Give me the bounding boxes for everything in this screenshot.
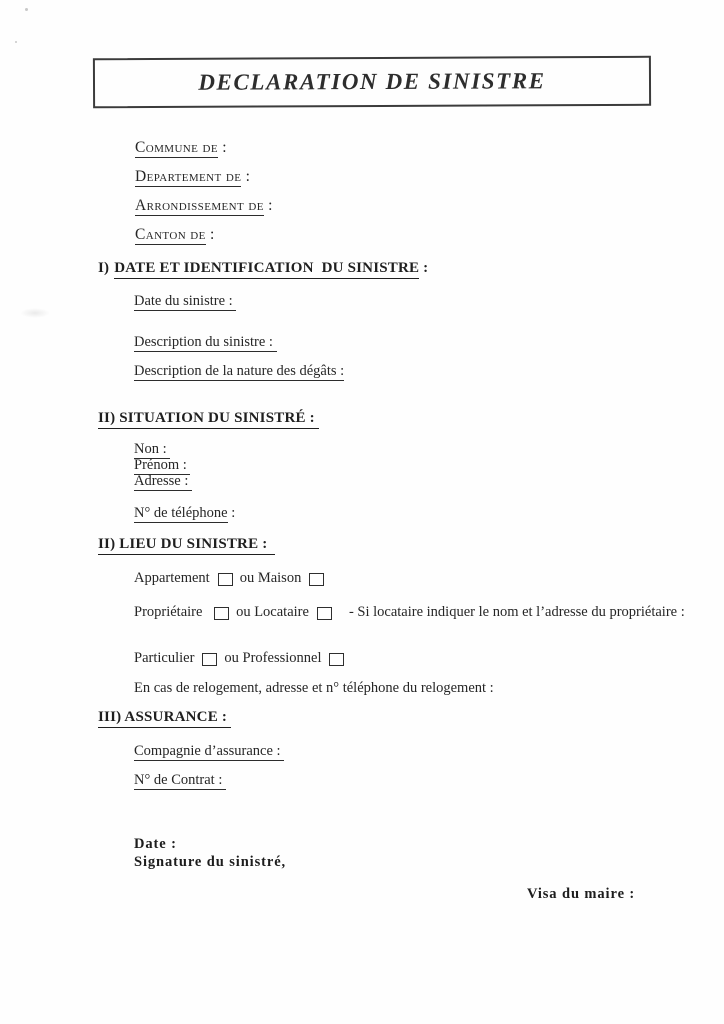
scan-smudge [20,308,50,318]
field-arrondissement: Arrondissement de : [135,197,273,214]
field-numero-contrat: N° de Contrat : [134,772,226,788]
section1-heading-text: DATE ET IDENTIFICATION DU SINISTRE [114,260,419,279]
field-departement: Departement de : [135,168,251,185]
footer-date-label: Date : [134,836,177,852]
maison-checkbox[interactable] [309,573,324,586]
field-compagnie-assurance: Compagnie d’assurance : [134,743,285,759]
particulier-label: Particulier [134,650,195,666]
section1-heading: I) DATE ET IDENTIFICATION DU SINISTRE : [98,260,428,277]
field-prenom: Prénom : [134,457,191,473]
form-title-box [93,56,651,108]
field-description-degats: Description de la nature des dégâts : [134,363,345,379]
locataire-note: - Si locataire indiquer le nom et l’adresse du propriétaire : [348,604,685,620]
section3-heading [98,536,275,553]
scan-speck [15,41,17,43]
row-proprietaire-locataire [134,604,685,621]
field-adresse: Adresse : [134,473,192,489]
field-description-sinistre: Description du sinistre : [134,334,277,350]
scan-speck [25,8,28,11]
field-commune: Commune de : [135,139,227,156]
form-title: DECLARATION DE SINISTRE [198,68,546,95]
field-relogement: En cas de relogement, adresse et n° téléphone du relogement : [134,680,494,696]
section3-heading-text: II) LIEU DU SINISTRE : [98,536,275,555]
section1-numeral: I) [98,260,110,276]
particulier-checkbox[interactable] [202,653,217,666]
section2-heading [98,410,319,427]
appartement-label: Appartement [134,570,210,586]
locataire-label: ou Locataire [236,604,309,620]
row-particulier-professionnel [134,650,351,667]
locataire-checkbox[interactable] [317,607,332,620]
maison-label: ou Maison [239,570,302,586]
professionnel-checkbox[interactable] [329,653,344,666]
appartement-checkbox[interactable] [218,573,233,586]
row-appartement-maison [134,570,331,587]
field-canton: Canton de : [135,226,215,243]
field-telephone: N° de téléphone : [134,505,236,521]
field-nom: Non : [134,441,171,457]
field-date-sinistre: Date du sinistre : [134,293,237,309]
field-commune-label: Commune de [135,139,218,156]
section2-heading-text: II) SITUATION DU SINISTRÉ : [98,410,319,429]
field-departement-label: Departement de [135,168,242,185]
footer-visa-maire-label: Visa du maire : [527,886,636,902]
proprietaire-checkbox[interactable] [214,607,229,620]
professionnel-label: ou Professionnel [224,650,322,666]
field-canton-label: Canton de [135,226,206,243]
proprietaire-label: Propriétaire [134,604,207,620]
section4-heading [98,709,231,726]
field-arrondissement-label: Arrondissement de [135,197,264,214]
footer-signature-label: Signature du sinistré, [134,854,287,870]
section4-heading-text: III) ASSURANCE : [98,709,231,728]
